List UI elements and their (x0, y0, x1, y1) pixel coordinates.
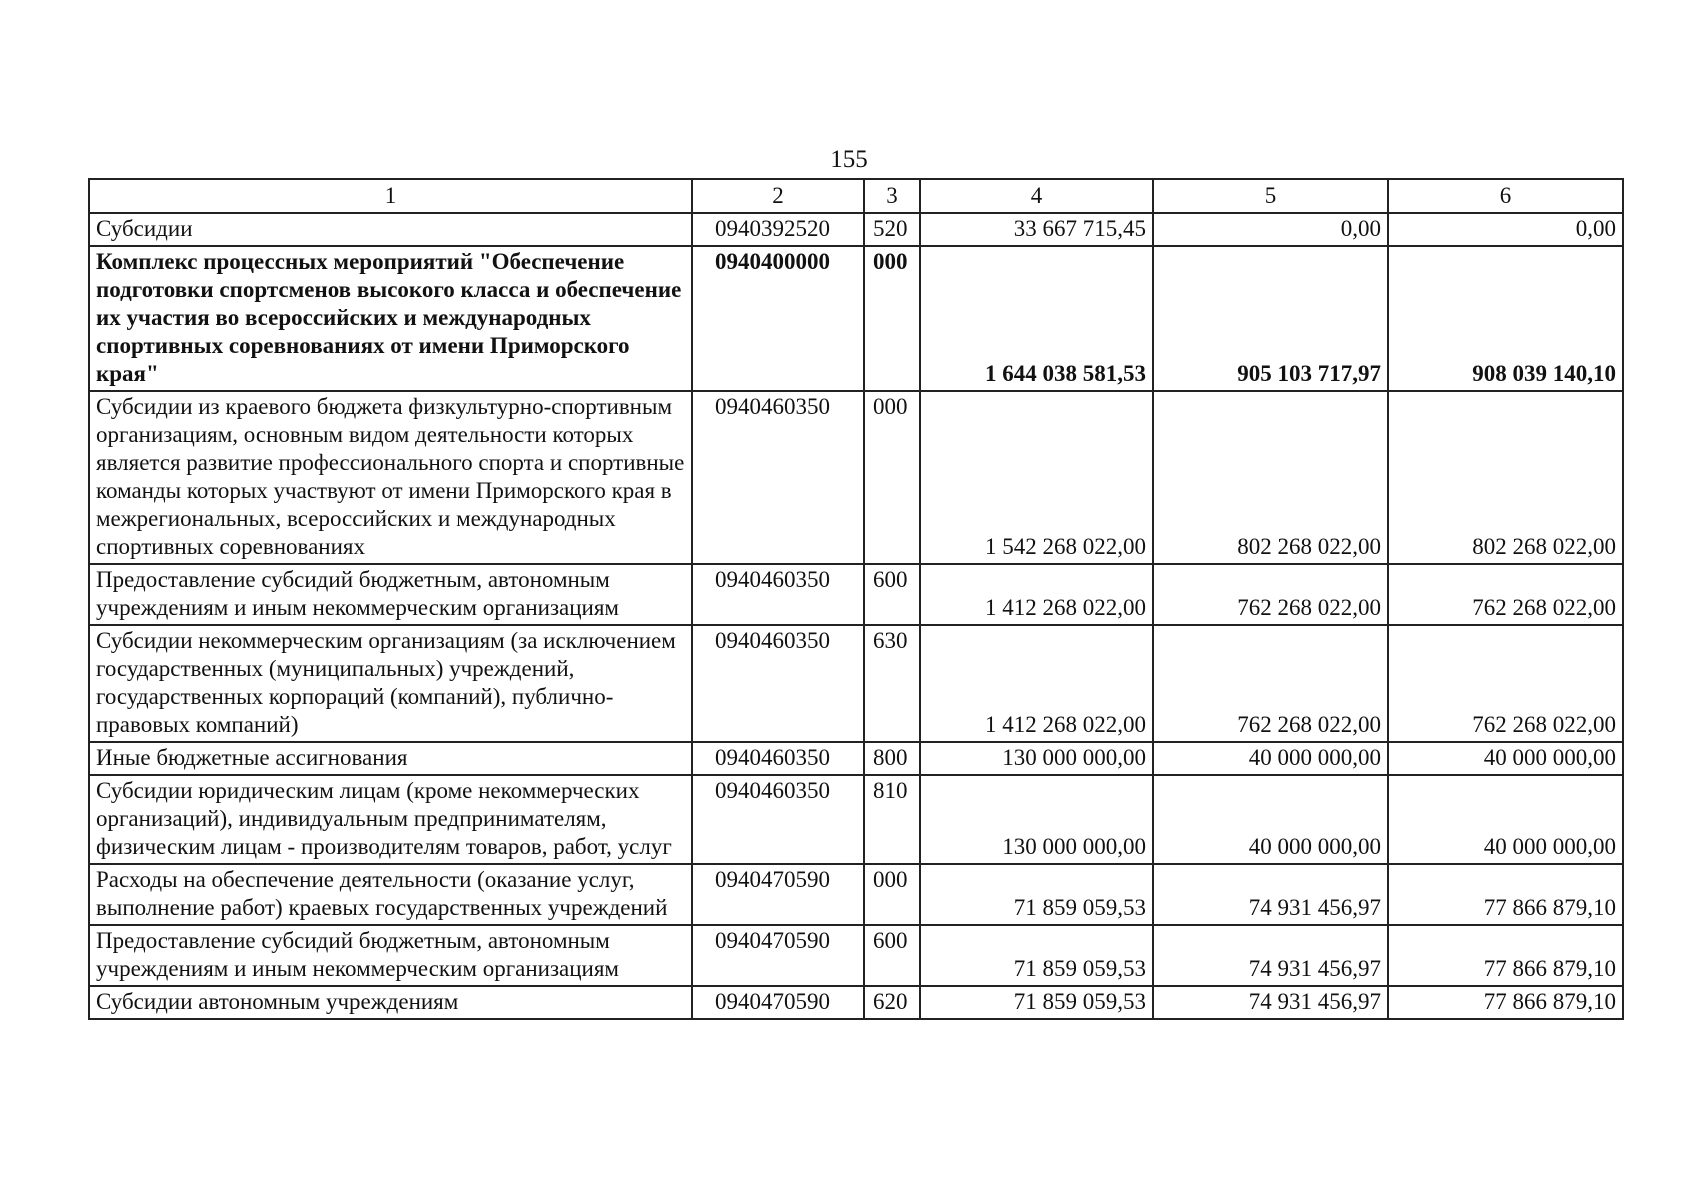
row-value-2025-cell: 762 268 022,00 (1153, 625, 1388, 742)
row-value-2026-cell: 77 866 879,10 (1388, 925, 1623, 986)
table-row (89, 986, 1623, 1019)
row-value-2024-cell: 130 000 000,00 (920, 742, 1153, 775)
row-name-cell: Субсидии (89, 213, 692, 246)
row-kind-cell: 600 (864, 925, 920, 986)
row-code-cell: 0940392520 (692, 213, 864, 246)
row-code-cell: 0940470590 (692, 986, 864, 1019)
page-number: 155 (830, 146, 868, 173)
row-value-2024-cell: 71 859 059,53 (920, 925, 1153, 986)
row-kind-cell: 630 (864, 625, 920, 742)
row-name-cell: Субсидии из краевого бюджета физкультурно-спортивным организациям, основным видом деятельности которых является развитие профессионального спорта и спортивные команды которых участвуют от имени Приморского края в межрегиональных, всероссийских и международных спортивных соревнованиях (89, 391, 692, 564)
row-value-2026-cell: 40 000 000,00 (1388, 742, 1623, 775)
row-name-cell: Предоставление субсидий бюджетным, автономным учреждениям и иным некоммерческим организациям (89, 925, 692, 986)
table-row (89, 742, 1623, 775)
row-value-2025-cell: 762 268 022,00 (1153, 564, 1388, 625)
row-code-cell: 0940460350 (692, 625, 864, 742)
row-code-cell: 0940460350 (692, 564, 864, 625)
row-kind-cell: 810 (864, 775, 920, 864)
row-code-cell: 0940460350 (692, 775, 864, 864)
row-name-cell: Комплекс процессных мероприятий "Обеспечение подготовки спортсменов высокого класса и обеспечение их участия во всероссийских и международных спортивных соревнованиях от имени Приморского края" (89, 246, 692, 391)
column-header: 2 (692, 179, 864, 213)
row-name-cell: Субсидии юридическим лицам (кроме некоммерческих организаций), индивидуальным предпринимателям, физическим лицам - производителям товаров, работ, услуг (89, 775, 692, 864)
row-kind-cell: 800 (864, 742, 920, 775)
row-value-2025-cell: 40 000 000,00 (1153, 742, 1388, 775)
row-kind-cell: 000 (864, 246, 920, 391)
table-header-row (89, 179, 1623, 213)
row-value-2026-cell: 802 268 022,00 (1388, 391, 1623, 564)
row-name-cell: Субсидии некоммерческим организациям (за исключением государственных (муниципальных) учреждений, государственных корпораций (компаний), публично-правовых компаний) (89, 625, 692, 742)
row-code-cell: 0940400000 (692, 246, 864, 391)
row-kind-cell: 000 (864, 391, 920, 564)
table-row (89, 564, 1623, 625)
column-header: 4 (920, 179, 1153, 213)
row-value-2025-cell: 74 931 456,97 (1153, 864, 1388, 925)
row-value-2026-cell: 77 866 879,10 (1388, 986, 1623, 1019)
table-row (89, 864, 1623, 925)
row-value-2025-cell: 40 000 000,00 (1153, 775, 1388, 864)
row-value-2025-cell: 74 931 456,97 (1153, 986, 1388, 1019)
row-value-2024-cell: 71 859 059,53 (920, 986, 1153, 1019)
column-header: 1 (89, 179, 692, 213)
row-value-2024-cell: 130 000 000,00 (920, 775, 1153, 864)
row-value-2024-cell: 1 412 268 022,00 (920, 564, 1153, 625)
row-code-cell: 0940460350 (692, 391, 864, 564)
table-row (89, 625, 1623, 742)
row-value-2026-cell: 762 268 022,00 (1388, 564, 1623, 625)
column-header: 5 (1153, 179, 1388, 213)
column-header: 3 (864, 179, 920, 213)
row-value-2024-cell: 71 859 059,53 (920, 864, 1153, 925)
row-value-2024-cell: 1 542 268 022,00 (920, 391, 1153, 564)
row-value-2025-cell: 0,00 (1153, 213, 1388, 246)
row-name-cell: Расходы на обеспечение деятельности (оказание услуг, выполнение работ) краевых государственных учреждений (89, 864, 692, 925)
row-value-2024-cell: 33 667 715,45 (920, 213, 1153, 246)
table-row (89, 213, 1623, 246)
row-value-2025-cell: 74 931 456,97 (1153, 925, 1388, 986)
row-kind-cell: 600 (864, 564, 920, 625)
row-code-cell: 0940470590 (692, 864, 864, 925)
table-row (89, 246, 1623, 391)
row-name-cell: Предоставление субсидий бюджетным, автономным учреждениям и иным некоммерческим организациям (89, 564, 692, 625)
table-row (89, 925, 1623, 986)
column-header: 6 (1388, 179, 1623, 213)
row-value-2026-cell: 908 039 140,10 (1388, 246, 1623, 391)
row-value-2025-cell: 905 103 717,97 (1153, 246, 1388, 391)
row-value-2026-cell: 77 866 879,10 (1388, 864, 1623, 925)
row-value-2026-cell: 40 000 000,00 (1388, 775, 1623, 864)
table-row (89, 391, 1623, 564)
row-value-2024-cell: 1 644 038 581,53 (920, 246, 1153, 391)
row-value-2025-cell: 802 268 022,00 (1153, 391, 1388, 564)
row-code-cell: 0940460350 (692, 742, 864, 775)
row-kind-cell: 520 (864, 213, 920, 246)
row-value-2026-cell: 762 268 022,00 (1388, 625, 1623, 742)
row-kind-cell: 620 (864, 986, 920, 1019)
row-value-2026-cell: 0,00 (1388, 213, 1623, 246)
budget-table (88, 178, 1624, 1020)
row-code-cell: 0940470590 (692, 925, 864, 986)
row-kind-cell: 000 (864, 864, 920, 925)
table-row (89, 775, 1623, 864)
row-name-cell: Субсидии автономным учреждениям (89, 986, 692, 1019)
row-value-2024-cell: 1 412 268 022,00 (920, 625, 1153, 742)
row-name-cell: Иные бюджетные ассигнования (89, 742, 692, 775)
